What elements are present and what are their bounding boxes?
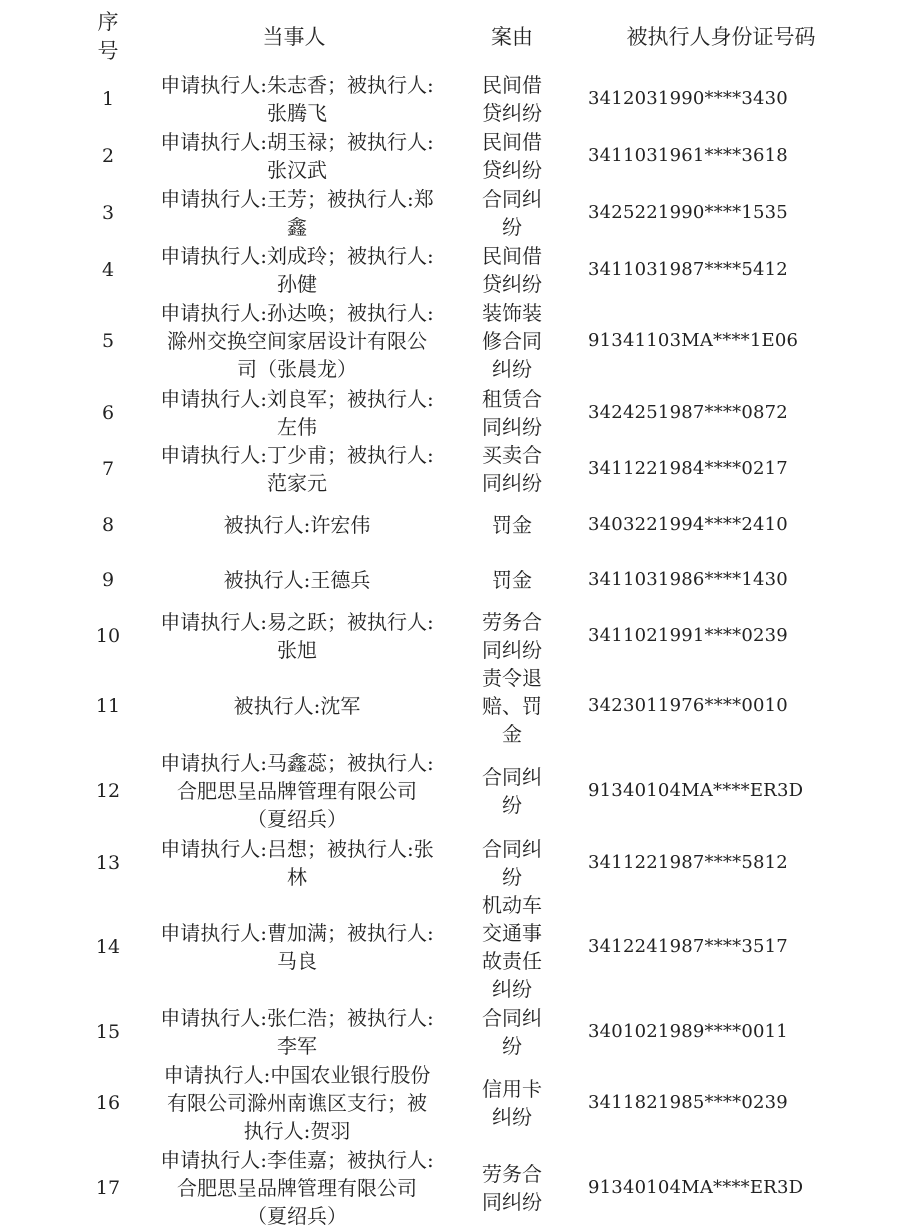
row-number: 4: [101, 258, 115, 281]
row-number: 16: [95, 1091, 121, 1114]
row-id-number: 91340104MA****ER3D: [588, 1177, 804, 1198]
row-id-number: 91340104MA****ER3D: [588, 780, 804, 801]
header-cause: 案由: [491, 24, 533, 49]
table-row: [80, 298, 870, 384]
row-cause: 合同纠纷: [482, 765, 542, 817]
table-row: [80, 664, 870, 748]
table-row: [80, 241, 870, 298]
table-row: [80, 384, 870, 441]
row-cause: 买卖合同纠纷: [482, 443, 542, 495]
table-row: [80, 70, 870, 128]
row-number: 13: [95, 851, 121, 874]
row-number: 11: [95, 695, 121, 717]
row-cause: 合同纠纷: [482, 1005, 542, 1058]
row-number: 3: [101, 201, 115, 224]
row-party: 申请执行人:孙达唤；被执行人:滁州交换空间家居设计有限公司（张晨龙）: [160, 301, 434, 381]
header-party: 当事人: [262, 24, 326, 49]
row-cause: 民间借贷纠纷: [482, 243, 542, 296]
header-serial-number: [80, 4, 136, 70]
row-party: 申请执行人:王芳；被执行人:郑鑫: [160, 186, 434, 239]
row-id-number: 3411021991****0239: [588, 624, 788, 646]
row-party: 申请执行人:易之跃；被执行人:张旭: [160, 609, 434, 662]
table-row: [80, 891, 870, 1003]
row-id-number: 3411221987****5812: [588, 851, 788, 873]
table-row: [80, 1060, 870, 1145]
table-row: [80, 184, 870, 241]
row-number: 5: [101, 330, 115, 352]
row-cause: 劳务合同纠纷: [482, 1162, 542, 1214]
table-row: [80, 607, 870, 664]
table-header-row: [80, 4, 870, 70]
row-id-number: 3424251987****0872: [588, 401, 788, 423]
row-cause: 信用卡纠纷: [482, 1076, 542, 1129]
row-party: 被执行人:许宏伟: [223, 512, 371, 537]
row-number: 15: [95, 1020, 121, 1043]
row-party: 申请执行人:曹加满；被执行人:马良: [160, 921, 434, 973]
row-cause: 合同纠纷: [482, 836, 542, 889]
row-cause: 罚金: [492, 567, 532, 592]
row-cause: 装饰装修合同纠纷: [482, 301, 542, 381]
row-party: 被执行人:沈军: [233, 694, 361, 718]
table-row: [80, 552, 870, 607]
row-number: 9: [101, 568, 115, 591]
row-id-number: 3411221984****0217: [588, 458, 788, 479]
row-number: 14: [95, 936, 121, 958]
row-party: 申请执行人:朱志香；被执行人:张腾飞: [160, 73, 434, 125]
row-cause: 民间借贷纠纷: [482, 73, 542, 125]
row-number: 17: [95, 1177, 121, 1199]
row-id-number: 3412241987****3517: [588, 936, 788, 957]
row-number: 6: [101, 401, 115, 424]
row-cause: 机动车交通事故责任纠纷: [482, 893, 542, 1001]
row-number: 2: [101, 145, 115, 167]
row-id-number: 3425221990****1535: [588, 201, 788, 223]
row-party: 申请执行人:丁少甫；被执行人:范家元: [160, 443, 434, 495]
table-row: [80, 441, 870, 497]
row-id-number: 3411031986****1430: [588, 568, 788, 590]
row-id-number: 3411031961****3618: [588, 145, 788, 166]
row-cause: 责令退赔、罚金: [482, 666, 542, 746]
table-row: [80, 834, 870, 891]
header-serial-line2: 号: [97, 39, 119, 63]
row-number: 8: [101, 513, 115, 536]
row-cause: 劳务合同纠纷: [482, 609, 542, 662]
enforcement-table: [80, 4, 870, 1231]
row-id-number: 3412031990****3430: [588, 88, 788, 109]
row-id-number: 3401021989****0011: [588, 1020, 788, 1042]
row-cause: 民间借贷纠纷: [482, 130, 542, 182]
row-number: 1: [101, 88, 115, 110]
row-id-number: 3411031987****5412: [588, 258, 788, 280]
row-number: 12: [95, 780, 121, 802]
row-number: 7: [101, 458, 115, 480]
header-id-number: 被执行人身份证号码: [626, 24, 816, 49]
row-id-number: 3423011976****0010: [588, 695, 788, 716]
row-cause: 罚金: [492, 512, 532, 537]
row-id-number: 3403221994****2410: [588, 513, 788, 535]
row-number: 10: [95, 624, 121, 647]
row-cause: 租赁合同纠纷: [482, 386, 542, 439]
row-party: 被执行人:王德兵: [223, 567, 371, 592]
table-row: [80, 497, 870, 552]
row-party: 申请执行人:李佳嘉；被执行人:合肥思呈品牌管理有限公司（夏绍兵）: [160, 1148, 434, 1228]
row-party: 申请执行人:张仁浩；被执行人:李军: [160, 1005, 434, 1058]
row-party: 申请执行人:马鑫蕊；被执行人:合肥思呈品牌管理有限公司（夏绍兵）: [160, 751, 434, 831]
row-party: 申请执行人:吕想；被执行人:张林: [160, 836, 434, 889]
table-row: [80, 1145, 870, 1231]
row-party: 申请执行人:刘良军；被执行人:左伟: [160, 386, 434, 439]
table-row: [80, 128, 870, 184]
row-party: 申请执行人:中国农业银行股份有限公司滁州南谯区支行；被执行人:贺羽: [163, 1062, 431, 1143]
row-party: 申请执行人:刘成玲；被执行人:孙健: [160, 243, 434, 296]
row-party: 申请执行人:胡玉禄；被执行人:张汉武: [160, 130, 434, 182]
row-id-number: 91341103MA****1E06: [588, 330, 799, 351]
table-row: [80, 1003, 870, 1060]
header-serial-line1: 序: [97, 10, 119, 34]
row-cause: 合同纠纷: [482, 186, 542, 239]
row-id-number: 3411821985****0239: [588, 1091, 788, 1113]
table-row: [80, 748, 870, 834]
